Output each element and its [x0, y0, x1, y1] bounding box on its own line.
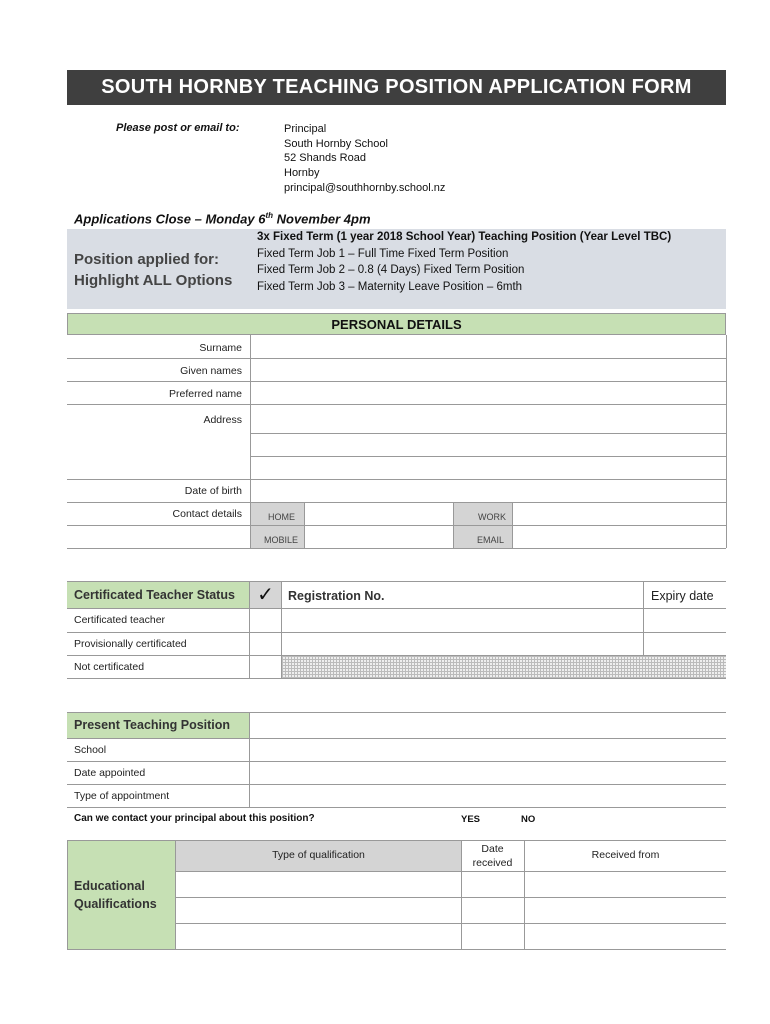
date-header-line: Date [481, 843, 504, 855]
dob-label: Date of birth [184, 485, 242, 497]
cert-row-label: Provisionally certificated [74, 638, 187, 650]
school-field[interactable] [250, 739, 726, 761]
qual-type-header: Type of qualification [272, 849, 365, 861]
position-label [74, 249, 232, 291]
appointment-type-field[interactable] [250, 785, 726, 807]
qual-date-field[interactable] [462, 872, 524, 897]
home-phone-field[interactable] [305, 503, 453, 525]
email-label: EMAIL [454, 526, 512, 548]
cert-row-label: Not certificated [74, 661, 145, 673]
position-options [257, 229, 671, 295]
divider [67, 840, 726, 841]
given-names-field[interactable] [251, 359, 725, 381]
address-field[interactable] [251, 405, 725, 479]
qual-from-field[interactable] [525, 924, 726, 949]
not-cert-checkbox[interactable] [250, 656, 281, 678]
preferred-name-field[interactable] [251, 382, 725, 404]
present-position-heading: Present Teaching Position [67, 713, 249, 738]
school-label: School [74, 744, 107, 756]
position-label-line: Highlight ALL Options [74, 272, 233, 289]
cert-row-label: Certificated teacher [74, 614, 166, 626]
position-option[interactable]: 3x Fixed Term (1 year 2018 School Year) Teaching Position (Year Level TBC) [257, 231, 672, 243]
post-label: Please post or email to: [116, 122, 240, 134]
applications-close [74, 211, 371, 226]
position-option[interactable]: Fixed Term Job 2 – 0.8 (4 Days) Fixed Term Position [257, 264, 525, 276]
expiry-label: Expiry date [651, 589, 714, 603]
divider [67, 678, 726, 679]
edu-heading [74, 878, 157, 913]
qual-from-field[interactable] [525, 872, 726, 897]
check-icon: ✓ [250, 582, 281, 608]
work-label: WORK [454, 503, 512, 525]
preferred-name-label: Preferred name [169, 388, 242, 400]
form-title: SOUTH HORNBY TEACHING POSITION APPLICATION FORM [67, 70, 726, 105]
date-received-header [461, 842, 524, 870]
no-option[interactable]: NO [521, 814, 536, 825]
address-label: Address [203, 414, 242, 426]
given-names-label: Given names [180, 365, 242, 377]
registration-label: Registration No. [288, 589, 385, 603]
home-label: HOME [251, 503, 304, 525]
close-suffix: November 4pm [273, 211, 371, 227]
address-line: South Hornby School [284, 137, 388, 150]
appointment-type-label: Type of appointment [74, 790, 170, 802]
contact-principal-question: Can we contact your principal about this position? [74, 813, 315, 824]
address-line: 52 Shands Road [284, 152, 366, 165]
address-line: Hornby [284, 167, 320, 180]
address-line: Principal [284, 123, 327, 135]
cert-status-heading: Certificated Teacher Status [67, 582, 249, 608]
position-label-line: Position applied for: [74, 251, 219, 268]
mobile-label: MOBILE [251, 526, 304, 548]
contact-details-label: Contact details [172, 508, 242, 520]
close-sup: th [265, 211, 273, 220]
received-from-header: Received from [591, 849, 660, 861]
prov-checkbox[interactable] [250, 633, 281, 655]
registration-field[interactable] [282, 609, 643, 632]
expiry-field[interactable] [644, 609, 726, 632]
position-option[interactable]: Fixed Term Job 1 – Full Time Fixed Term Position [257, 247, 509, 260]
qual-date-field[interactable] [462, 924, 524, 949]
dob-field[interactable] [251, 480, 725, 502]
surname-label: Surname [199, 342, 242, 354]
divider [67, 949, 726, 950]
edu-heading-line: Qualifications [74, 896, 157, 911]
post-address [284, 122, 445, 196]
personal-details-heading: PERSONAL DETAILS [67, 313, 726, 335]
prov-expiry-field[interactable] [644, 633, 726, 655]
surname-field[interactable] [251, 336, 725, 358]
qual-type-field[interactable] [176, 872, 461, 897]
date-appointed-label: Date appointed [74, 767, 146, 779]
divider [67, 548, 726, 549]
close-prefix: Applications Close – Monday 6 [74, 211, 266, 227]
date-appointed-field[interactable] [250, 762, 726, 784]
qual-type-field[interactable] [176, 924, 461, 949]
qual-from-field[interactable] [525, 898, 726, 923]
prov-registration-field[interactable] [282, 633, 643, 655]
divider [67, 807, 726, 808]
cert-checkbox[interactable] [250, 609, 281, 632]
qual-type-field[interactable] [176, 898, 461, 923]
qual-date-field[interactable] [462, 898, 524, 923]
work-phone-field[interactable] [513, 503, 725, 525]
email-field[interactable] [513, 526, 725, 548]
shaded-cell [282, 656, 726, 678]
edu-heading-line: Educational [74, 879, 145, 893]
position-option[interactable]: Fixed Term Job 3 – Maternity Leave Position – 6mth [257, 280, 523, 293]
mobile-field[interactable] [305, 526, 453, 548]
divider [726, 335, 727, 548]
email-address: principal@southhornby.school.nz [284, 181, 446, 194]
yes-option[interactable]: YES [461, 814, 481, 825]
date-header-line: received [472, 857, 513, 869]
